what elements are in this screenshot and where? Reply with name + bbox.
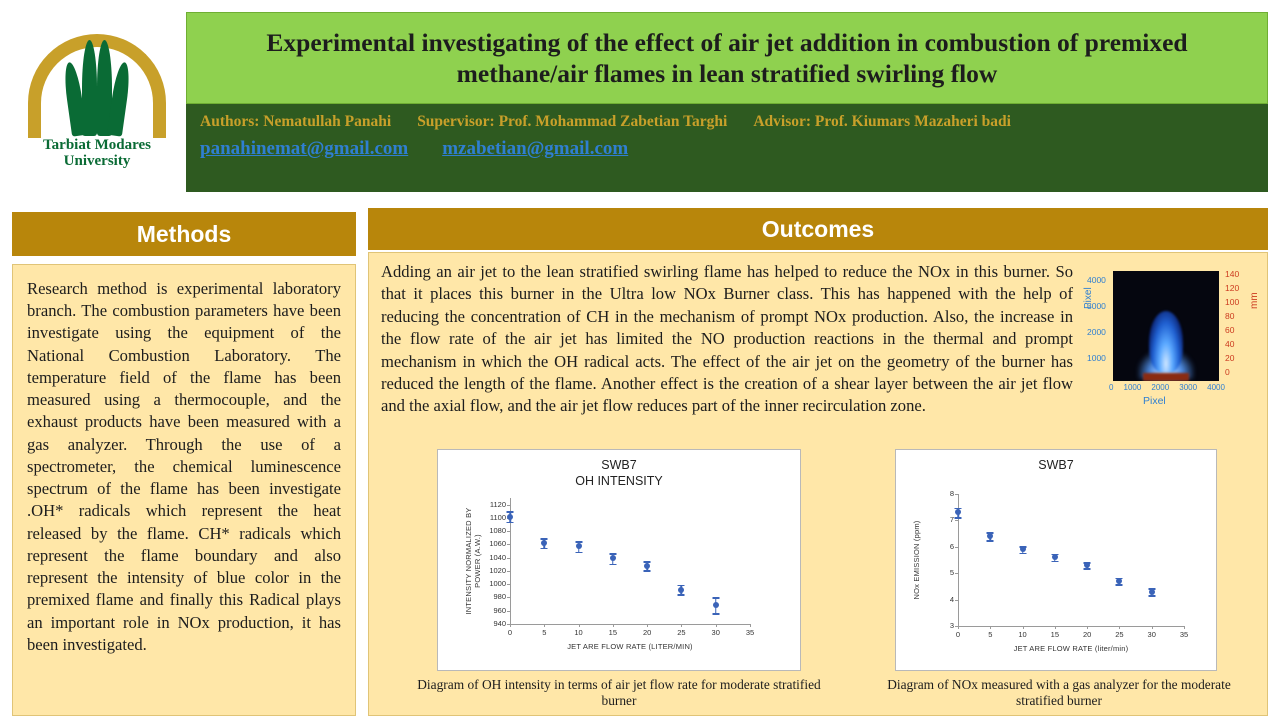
flame-right-tick-0: 0 <box>1225 367 1230 377</box>
error-cap-top <box>712 597 719 599</box>
data-point <box>644 563 650 569</box>
x-tick: 5 <box>542 628 547 637</box>
flame-x-ticks <box>1109 383 1225 392</box>
outcomes-section-header: Outcomes <box>368 208 1268 250</box>
flame-right-axis-label: mm <box>1249 292 1260 309</box>
x-axis-line <box>510 624 750 625</box>
data-point <box>1116 578 1122 584</box>
error-cap-bottom <box>1148 595 1155 597</box>
x-tick: 30 <box>1147 630 1156 639</box>
y-tick: 7 <box>949 515 954 525</box>
x-tick-mark <box>1152 626 1153 629</box>
y-tick-mark <box>507 544 510 545</box>
flame-y-axis-label: Pixel <box>1083 287 1094 309</box>
x-tick: 15 <box>1050 630 1060 639</box>
flame-x-tick-2000: 2000 <box>1151 383 1170 392</box>
y-tick-mark <box>955 494 958 495</box>
x-tick-mark <box>1055 626 1056 629</box>
x-axis-line <box>958 626 1184 627</box>
data-point <box>1084 562 1090 568</box>
y-tick-mark <box>507 597 510 598</box>
authors-line <box>200 113 1254 131</box>
error-cap-top <box>507 511 514 513</box>
error-cap-bottom <box>541 548 548 550</box>
logo-icon <box>28 26 166 136</box>
flame-image <box>1113 271 1219 381</box>
flame-x-tick-0: 0 <box>1109 383 1114 392</box>
methods-section-header: Methods <box>12 212 356 256</box>
chart2-plot-area <box>896 450 1218 672</box>
y-tick-mark <box>955 520 958 521</box>
error-cap-bottom <box>1051 561 1058 563</box>
y-tick: 6 <box>949 541 954 551</box>
poster-title-banner <box>186 12 1268 104</box>
x-tick-mark <box>750 624 751 627</box>
flame-y-tick-3000: 3000 <box>1087 301 1106 311</box>
x-tick: 25 <box>1115 630 1124 639</box>
y-tick: 1020 <box>489 565 506 575</box>
x-tick-mark <box>510 624 511 627</box>
x-tick: 5 <box>988 630 993 639</box>
x-axis-label: JET ARE FLOW RATE (LITER/MIN) <box>567 642 693 651</box>
authors-banner <box>186 104 1268 192</box>
y-axis-label: NOx EMISSION (ppm) <box>912 520 921 600</box>
x-tick: 0 <box>507 628 513 637</box>
flame-right-tick-80: 80 <box>1225 311 1235 321</box>
flame-photo-panel <box>1085 265 1261 411</box>
data-point <box>1020 546 1026 552</box>
y-tick: 1000 <box>489 579 506 589</box>
university-logo <box>12 8 182 188</box>
flame-y-tick-4000: 4000 <box>1087 275 1106 285</box>
error-cap-bottom <box>575 552 582 554</box>
chart2-caption: Diagram of NOx measured with a gas analyzer for the moderate stratified burner <box>887 677 1231 709</box>
data-point <box>507 514 513 520</box>
data-point <box>576 543 582 549</box>
error-cap-top <box>575 541 582 543</box>
chart1-caption: Diagram of OH intensity in terms of air jet flow rate for moderate stratified burner <box>417 677 821 709</box>
y-tick: 8 <box>949 489 954 498</box>
y-tick: 3 <box>949 621 954 630</box>
chart1-title-main: SWB7 <box>601 458 637 472</box>
data-point <box>610 555 616 561</box>
x-tick: 15 <box>608 628 618 637</box>
error-cap-bottom <box>712 613 719 615</box>
x-tick: 35 <box>745 628 755 637</box>
y-tick-mark <box>955 547 958 548</box>
x-tick-mark <box>1119 626 1120 629</box>
data-point <box>955 509 961 515</box>
flame-x-tick-4000: 4000 <box>1207 383 1225 392</box>
chart-oh-intensity <box>437 449 801 671</box>
x-tick-mark <box>613 624 614 627</box>
supervisor-name: Supervisor: Prof. Mohammad Zabetian Targhi <box>417 113 728 130</box>
email-link-author[interactable]: panahinemat@gmail.com <box>200 138 409 159</box>
flame-y-tick-2000: 2000 <box>1087 327 1106 337</box>
data-point <box>1149 589 1155 595</box>
y-tick-mark <box>955 600 958 601</box>
y-tick-mark <box>507 531 510 532</box>
flame-x-tick-3000: 3000 <box>1179 383 1198 392</box>
y-tick: 1120 <box>489 499 506 509</box>
x-tick: 20 <box>642 628 652 637</box>
flame-y-tick-1000: 1000 <box>1087 353 1106 363</box>
y-tick: 5 <box>949 568 954 578</box>
methods-text: Research method is experimental laboratory branch. The combustion parameters have been investigate using the equipment of the National Combustion Laboratory. The temperature field of the flame has been measured using a thermocouple, and the exhaust products have been measured with a gas analyzer. Through the use of a spectrometer, the chemical luminescence spectrum of the flame has been investigate .OH* radicals which represent the heat released by the flame. CH* radicals which represent the flame boundary and also represent the intensity of blue color in the premixed flame and finally this Radical plays an important role in NOx production, it has been investigated. <box>27 279 341 654</box>
methods-section-body <box>12 264 356 716</box>
y-tick-mark <box>507 558 510 559</box>
x-tick: 30 <box>711 628 720 637</box>
flame-right-tick-20: 20 <box>1225 353 1235 363</box>
email-link-supervisor[interactable]: mzabetian@gmail.com <box>442 138 629 159</box>
x-tick: 35 <box>1179 630 1189 639</box>
y-tick: 1100 <box>489 512 506 522</box>
y-tick: 1060 <box>489 539 506 549</box>
advisor-name: Advisor: Prof. Kiumars Mazaheri badi <box>753 113 1011 130</box>
error-cap-bottom <box>507 522 514 524</box>
x-tick: 10 <box>574 628 583 637</box>
page-title: Experimental investigating of the effect of air jet addition in combustion of premixed methane/air flames in lean stratified swirling flow <box>266 27 1188 88</box>
error-cap-bottom <box>1019 553 1026 555</box>
flame-right-tick-100: 100 <box>1225 297 1240 307</box>
data-point <box>1052 554 1058 560</box>
logo-name-line2: University <box>63 153 131 169</box>
y-tick: 960 <box>493 605 506 615</box>
data-point <box>678 587 684 593</box>
y-tick: 1080 <box>489 526 506 536</box>
data-point <box>987 533 993 539</box>
y-axis-label: INTENSITY NORMALIZED BY POWER (A.W.) <box>464 507 482 615</box>
emails-line <box>200 138 1254 160</box>
leaves-icon <box>65 28 129 136</box>
error-cap-bottom <box>955 517 962 519</box>
x-tick-mark <box>681 624 682 627</box>
outcomes-section-body <box>368 252 1268 716</box>
y-tick: 4 <box>949 594 954 604</box>
error-cap-bottom <box>1084 568 1091 570</box>
x-tick-mark <box>1184 626 1185 629</box>
y-tick-mark <box>507 571 510 572</box>
flame-right-tick-60: 60 <box>1225 325 1235 335</box>
y-tick-mark <box>955 573 958 574</box>
error-cap-bottom <box>644 570 651 572</box>
y-tick-mark <box>507 611 510 612</box>
y-tick: 980 <box>493 592 506 602</box>
x-tick: 10 <box>1018 630 1027 639</box>
x-tick-mark <box>579 624 580 627</box>
x-tick-mark <box>958 626 959 629</box>
x-axis-label: JET ARE FLOW RATE (liter/min) <box>1013 644 1129 653</box>
logo-name <box>43 138 151 170</box>
x-tick: 20 <box>1082 630 1092 639</box>
x-tick-mark <box>647 624 648 627</box>
y-tick: 1040 <box>489 552 506 562</box>
error-cap-bottom <box>678 594 685 596</box>
x-tick-mark <box>1023 626 1024 629</box>
chart1-subtitle: OH INTENSITY <box>575 473 663 488</box>
error-cap-bottom <box>987 540 994 542</box>
flame-right-tick-40: 40 <box>1225 339 1235 349</box>
y-tick-mark <box>507 505 510 506</box>
outcomes-text: Adding an air jet to the lean stratified swirling flame has helped to reduce the NOx in this burner. So that it places this burner in the Ultra low NOx Burner class. This has happened with the help of reducing the concentration of CH in the mechanism of prompt NOx production. Also, the increase in the flow rate of the air jet has limited the NO production reactions in the thermal and prompt mechanism in which the OH radical acts. The effect of the air jet on the geometry of the burner has reduced the length of the flame. Another effect is the creation of a shear layer between the air jet flow and the axial flow, and the air jet flow reduces part of the inner recirculation zone. <box>381 262 1073 416</box>
flame-right-tick-120: 120 <box>1225 283 1240 293</box>
x-tick: 25 <box>677 628 686 637</box>
data-point <box>713 602 719 608</box>
y-tick: 940 <box>493 619 506 628</box>
x-tick-mark <box>716 624 717 627</box>
x-tick: 0 <box>955 630 961 639</box>
author-name: Authors: Nematullah Panahi <box>200 113 392 130</box>
chart-nox-emission <box>895 449 1217 671</box>
chart2-title-main: SWB7 <box>1038 458 1074 472</box>
data-point <box>541 540 547 546</box>
flame-x-tick-1000: 1000 <box>1123 383 1142 392</box>
flame-right-tick-140: 140 <box>1225 269 1240 279</box>
error-cap-top <box>609 553 616 555</box>
x-tick-mark <box>1087 626 1088 629</box>
flame-x-axis-label: Pixel <box>1143 395 1166 407</box>
y-tick-mark <box>507 584 510 585</box>
x-tick-mark <box>990 626 991 629</box>
x-tick-mark <box>544 624 545 627</box>
logo-name-line1: Tarbiat Modares <box>43 137 151 154</box>
error-cap-bottom <box>1116 584 1123 586</box>
error-cap-bottom <box>609 564 616 566</box>
chart1-plot-area <box>438 450 802 672</box>
